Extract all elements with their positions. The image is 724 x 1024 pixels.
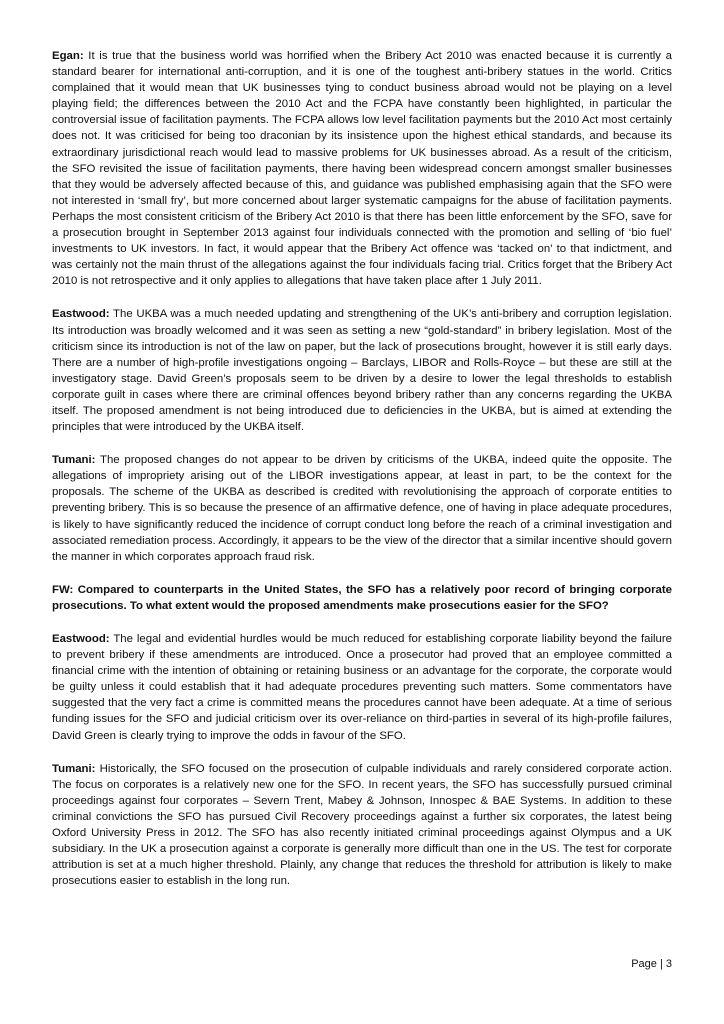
paragraph-egan [52,48,672,289]
paragraph-tumani-2 [52,761,672,890]
speaker-name: Eastwood: [52,308,110,321]
paragraph-text: The legal and evidential hurdles would be much reduced for establishing corporate liability beyond the failure to prevent bribery if these amendments are introduced. Once a prosecutor had proved that an employee committed a financial crime with the intention of obtaining or retaining business or an advantage for the corporate, the corporate would be guilty unless it could establish that it had adequate procedures preventing such matters. Some commentators have suggested that the very fact a crime is committed means the procedures cannot have been adequate. At a time of serious funding issues for the SFO and judicial criticism over its over-reliance on third-parties in several of its high-profile failures, David Green is clearly trying to improve the odds in favour of the SFO. [52,633,672,742]
paragraph-text: It is true that the business world was horrified when the Bribery Act 2010 was enacted because it is currently a standard bearer for international anti-corruption, and it is one of the toughest anti-bribery statues in the world. Critics complained that it would mean that UK businesses tying to conduct business abroad would not be playing on a level playing field; the differences between the 2010 Act and the FCPA have constantly been highlighted, in particular the controversial issue of facilitation payments. The FCPA allows low level facilitation payments but the 2010 Act most certainly does not. It was criticised for being too draconian by its insistence upon the highest ethical standards, and because its extraordinary jurisdictional reach would lead to massive problems for UK businesses abroad. As a result of the criticism, the SFO revisited the issue of facilitation payments, there having been widespread concern amongst smaller businesses that they would be adversely affected because of this, and guidance was published emphasising again that the SFO were not interested in ‘small fry’, but more concerned about larger systematic campaigns for the abuse of facilitation payments. Perhaps the most consistent criticism of the Bribery Act 2010 is that there has been little enforcement by the SFO, save for a prosecution brought in September 2013 against four individuals connected with the promotion and selling of ‘bio fuel’ investments to UK investors. In fact, it would appear that the Bribery Act offence was ‘tacked on’ to that indictment, and was certainly not the main thrust of the allegations against the four individuals facing trial. Critics forget that the Bribery Act 2010 is not retrospective and it only applies to allegations that have taken place after 1 July 2011. [52,50,672,288]
interview-question: FW: Compared to counterparts in the United States, the SFO has a relatively poor record of bringing corporate prosecutions. To what extent would the proposed amendments make prosecutions easier for the SFO? [52,583,672,612]
paragraph-tumani-1 [52,452,672,565]
speaker-name: Egan: [52,50,84,62]
speaker-name: Tumani: [52,762,96,775]
paragraph-text: The proposed changes do not appear to be driven by criticisms of the UKBA, indeed quite the opposite. The allegations of impropriety arising out of the LIBOR investigations appear, at least in part, to be the context for the proposals. The scheme of the UKBA as described is credited with revolutionising the approach of corporate entities to preventing bribery. This is so because the presence of an affirmative defence, one of having in place adequate procedures, is likely to have significantly reduced the incidence of corrupt conduct long before the reach of a criminal investigation and associated remediation process. Accordingly, it appears to be the view of the director that a similar incentive should govern the manner in which corporates approach fraud risk. [52,454,672,563]
paragraph-text: The UKBA was a much needed updating and strengthening of the UK’s anti-bribery and corruption legislation. Its introduction was broadly welcomed and it was seen as setting a new “gold-standard” in bribery legislation. Most of the criticism since its introduction is not of the law on paper, but the lack of prosecutions brought, however it is still early days. There are a number of high-profile investigations ongoing – Barclays, LIBOR and Rolls-Royce – but these are still at the investigatory stage. David Green’s proposals seem to be driven by a desire to lower the legal thresholds to establish corporate guilt in cases where there are criminal offences beyond bribery rather than any concerns regarding the UKBA itself. The proposed amendment is not being introduced due to deficiencies in the UKBA, but is aimed at extending the principles that were introduced by the UKBA itself. [52,308,672,434]
paragraph-eastwood-1 [52,306,672,435]
speaker-name: Eastwood: [52,633,110,645]
paragraph-eastwood-2 [52,631,672,744]
document-page [52,48,672,906]
speaker-name: Tumani: [52,454,96,467]
paragraph-text: Historically, the SFO focused on the prosecution of culpable individuals and rarely considered corporate action. The focus on corporates is a relatively new one for the SFO. In recent years, the SFO has successfully pursued criminal proceedings against four corporates – Severn Trent, Mabey & Johnson, Innospec & BAE Systems. In addition to these criminal convictions the SFO has pursued Civil Recovery proceedings against a further six corporates, the latest being Oxford University Press in 2012. The SFO has also recently initiated criminal proceedings against Olympus and a UK subsidiary. In the UK a prosecution against a corporate is generally more difficult than one in the US. The test for corporate attribution is set at a much higher threshold. Plainly, any change that reduces the threshold for attribution is likely to make prosecutions easier to establish in the long run. [52,762,672,888]
page-number: Page | 3 [631,958,672,970]
